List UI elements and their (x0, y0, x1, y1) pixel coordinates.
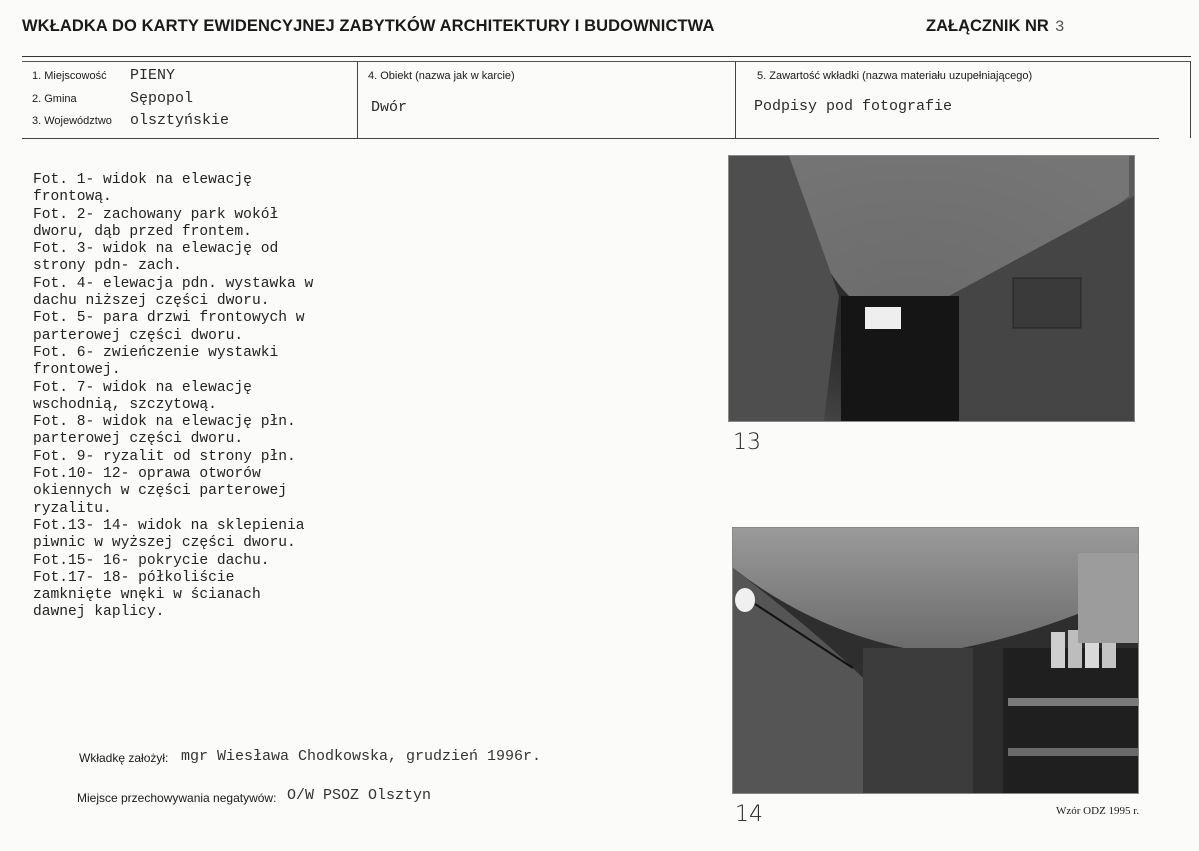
object-label: 4. Obiekt (nazwa jak w karcie) (368, 70, 515, 82)
contents-value: Podpisy pod fotografie (754, 98, 953, 115)
storage-value: O/W PSOZ Olsztyn (287, 787, 432, 804)
photo-14 (732, 527, 1139, 794)
founder-label: Wkładkę założył: (79, 751, 169, 765)
document-title: WKŁADKA DO KARTY EWIDENCYJNEJ ZABYTKÓW ARCHITEKTURY I BUDOWNICTWA (22, 17, 715, 35)
locality-label: 1. Miejscowość (32, 70, 107, 82)
form-pattern-note: Wzór ODZ 1995 r. (1056, 805, 1140, 817)
founder-value: mgr Wiesława Chodkowska, grudzień 1996r. (181, 748, 542, 765)
fields-bottom-rule (22, 138, 1159, 139)
photo-captions-text: Fot. 1- widok na elewację frontową. Fot. 2- zachowany park wokół dworu, dąb przed frontem. Fot. 3- widok na elewację od strony pdn- zach. Fot. 4- elewacja pdn. wystawka w dachu niższej części dworu. Fot. 5- para drzwi frontowych w parterowej części dworu. Fot. 6- zwieńczenie wystawki frontowej. Fot. 7- widok na elewację wschodnią, szczytową. Fot. 8- widok na elewację płn. parterowej części dworu. Fot. 9- ryzalit od strony płn. Fot.10- 12- oprawa otworów okiennych w części parterowej ryzalitu. Fot.13- 14- widok na sklepienia piwnic w wyższej części dworu. Fot.15- 16- pokrycie dachu. Fot.17- 18- półkoliście zamknięte wnęki w ścianach dawnej kaplicy. (33, 172, 314, 621)
photo-13-number: 13 (733, 430, 761, 455)
commune-label: 2. Gmina (32, 93, 77, 105)
storage-label: Miejsce przechowywania negatywów: (77, 791, 277, 805)
photo-13 (728, 155, 1135, 422)
fields-right-border (1190, 61, 1191, 138)
header-rule (22, 56, 1191, 57)
voivodeship-label: 3. Województwo (32, 115, 112, 127)
commune-value: Sępopol (130, 90, 194, 107)
locality-value: PIENY (130, 67, 176, 84)
contents-label: 5. Zawartość wkładki (nazwa materiału uzupełniającego) (757, 70, 1033, 82)
photo-14-number: 14 (735, 802, 763, 827)
annex-number: 3 (1054, 18, 1065, 36)
voivodeship-value: olsztyńskie (130, 112, 230, 129)
fields-divider-1 (357, 61, 358, 138)
fields-top-rule (22, 61, 1191, 62)
annex-heading (926, 17, 1064, 36)
fields-divider-2 (735, 61, 736, 138)
annex-label: ZAŁĄCZNIK NR (926, 17, 1049, 35)
object-value: Dwór (371, 99, 408, 116)
